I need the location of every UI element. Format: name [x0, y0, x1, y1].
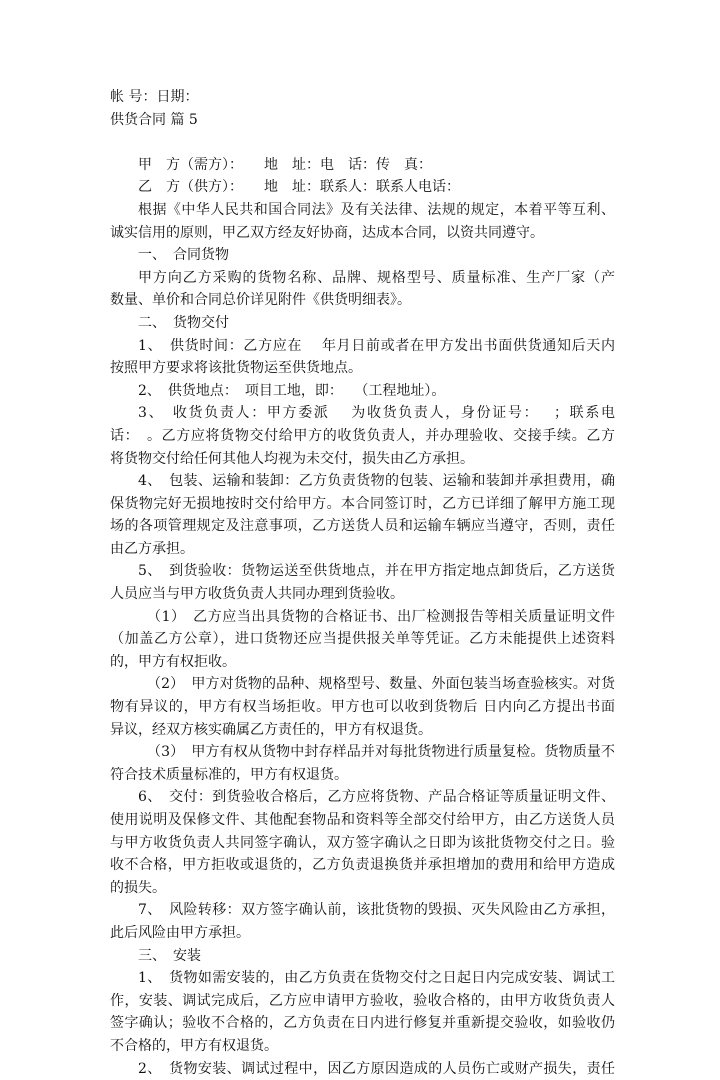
s2-sub-2-line-3: 异议，经双方核实确属乙方责任的，甲方有权退货。 [110, 721, 432, 738]
s2-item-6-line-5: 的损失。 [110, 879, 166, 896]
preamble-line-1: 根据《中华人民共和国合同法》及有关法律、法规的规定，本着平等互利、 [138, 201, 615, 218]
s2-item-6-line-4: 收不合格，甲方拒收或退货的，乙方负责退换货并承担增加的费用和给甲方造成 [110, 857, 615, 874]
spacer [110, 131, 615, 154]
s3-item-2-line-1: 2、 货物安装、调试过程中，因乙方原因造成的人员伤亡或财产损失，责任 [138, 1060, 615, 1077]
s2-item-1-line-2: 按照甲方要求将该批货物运至供货地点。 [110, 360, 362, 377]
s3-item-1-line-2: 作，安装、调试完成后，乙方应申请甲方验收，验收合格的，由甲方收货负责人 [110, 992, 615, 1009]
s2-item-5-line-2: 人员应当与甲方收货负责人共同办理到货验收。 [110, 586, 404, 603]
s2-item-6-line-1: 6、 交付：到货验收合格后，乙方应将货物、产品合格证等质量证明文件、 [138, 789, 615, 806]
s2-item-5-line-1: 5、 到货验收：货物运送至供货地点，并在甲方指定地点卸货后，乙方送货 [138, 563, 615, 580]
section-2-heading: 二、 货物交付 [138, 314, 229, 331]
s2-item-2-line-1: 2、 供货地点： 项目工地，即： （工程地址）。 [138, 382, 446, 399]
s2-sub-3-line-1: （3） 甲方有权从货物中封存样品并对每批货物进行质量复检。货物质量不 [147, 744, 615, 761]
s2-sub-1-line-1: （1） 乙方应当出具货物的合格证书、出厂检测报告等相关质量证明文件 [147, 608, 615, 625]
s3-item-1-line-3: 签字确认；验收不合格的，乙方负责在日内进行修复并重新提交验收，如验收仍 [110, 1015, 615, 1032]
document-page [110, 86, 615, 1080]
s2-sub-1-line-2: （加盖乙方公章），进口货物还应当提供报关单等凭证。乙方未能提供上述资料 [110, 631, 615, 648]
s2-item-4-line-3: 场的各项管理规定及注意事项，乙方送货人员和运输车辆应当遵守，否则，责任 [110, 518, 615, 535]
section-3-heading: 三、 安装 [138, 947, 201, 964]
s2-sub-3-line-2: 符合技术质量标准的，甲方有权退货。 [110, 766, 348, 783]
account-date-line: 帐 号：日期： [110, 89, 199, 105]
s2-item-6-line-3: 与甲方收货负责人共同签字确认，双方签字确认之日即为该批货物交付之日。验 [110, 834, 615, 851]
s2-item-7-line-1: 7、 风险转移：双方签字确认前，该批货物的毁损、灭失风险由乙方承担， [138, 902, 615, 919]
s2-item-4-line-2: 保货物完好无损地按时交付给甲方。本合同签订时，乙方已详细了解甲方施工现 [110, 495, 615, 512]
s2-item-7-line-2: 此后风险由甲方承担。 [110, 924, 250, 941]
s2-item-3-line-3: 将货物交付给任何其他人均视为未交付，损失由乙方承担。 [110, 450, 474, 467]
party-b-line: 乙 方（供方）： 地 址：联系人：联系人电话： [138, 179, 460, 196]
s2-sub-2-line-1: （2） 甲方对货物的品种、规格型号、数量、外面包装当场查验核实。对货 [147, 676, 615, 693]
s2-item-1-line-1: 1、 供货时间：乙方应在 年月日前或者在甲方发出书面供货通知后天内 [138, 337, 615, 354]
preamble-line-2: 诚实信用的原则，甲乙双方经友好协商，达成本合同，以资共同遵守。 [110, 224, 544, 241]
section-1-body-line-2: 数量、单价和合同总价详见附件《供货明细表》。 [110, 292, 411, 309]
s2-item-4-line-4: 由乙方承担。 [110, 540, 194, 557]
section-1-heading: 一、 合同货物 [138, 247, 229, 264]
s2-item-6-line-2: 使用说明及保修文件、其他配套物品和资料等全部交付给甲方，由乙方送货人员 [110, 812, 615, 828]
s2-item-4-line-1: 4、 包装、运输和装卸：乙方负责货物的包装、运输和装卸并承担费用，确 [138, 473, 615, 490]
s3-item-1-line-1: 1、 货物如需安装的，由乙方负责在货物交付之日起日内完成安装、调试工 [138, 970, 615, 987]
party-a-line: 甲 方（需方）： 地 址：电 话：传 真： [138, 156, 432, 173]
s2-item-3-line-2: 话： 。乙方应将货物交付给甲方的收货负责人，并办理验收、交接手续。乙方 [110, 427, 615, 444]
s3-item-1-line-4: 不合格的，甲方有权退货。 [110, 1037, 278, 1054]
s2-sub-2-line-2: 物有异议的，甲方有权当场拒收。甲方也可以收到货物后 日内向乙方提出书面 [110, 699, 615, 716]
document-title: 供货合同 篇 5 [110, 111, 198, 128]
s2-sub-1-line-3: 的，甲方有权拒收。 [110, 653, 236, 670]
section-1-body-line-1: 甲方向乙方采购的货物名称、品牌、规格型号、质量标准、生产厂家（产 [138, 269, 615, 286]
s2-item-3-line-1: 3、 收货负责人：甲方委派 为收货负责人，身份证号： ；联系电 [138, 405, 615, 422]
